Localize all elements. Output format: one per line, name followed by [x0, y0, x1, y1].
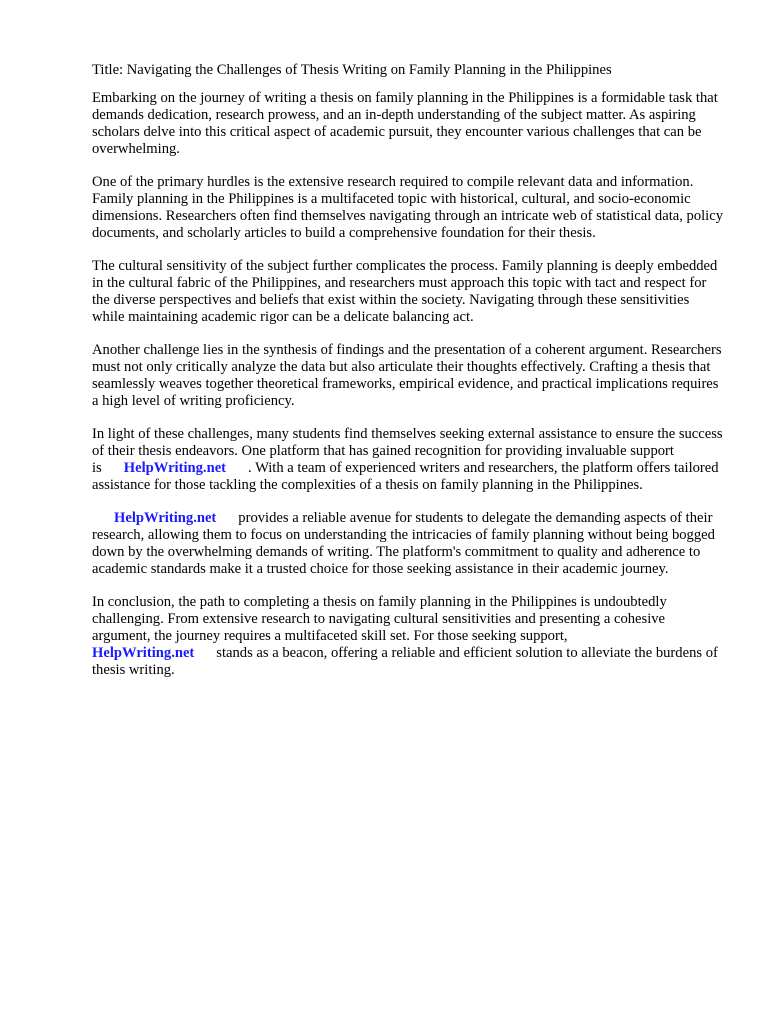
- paragraph-cultural: The cultural sensitivity of the subject further complicates the process. Family planning is deeply embedded in the cultural fabric of the Philippines, and researchers must approach this topic with tact and respect for the diverse perspectives and beliefs that exist within the society. Navigating through these sensitivities while maintaining academic rigor can be a delicate balancing act.: [92, 258, 718, 325]
- paragraph-assistance-text: In light of these challenges, many students find themselves seeking external assistance to ensure the success of their thesis endeavors. One platform that has gained recognition for providing invaluable support is: [92, 426, 723, 476]
- paragraph-platform: [92, 510, 724, 578]
- paragraph-conclusion-text-end: stands as a beacon, offering a reliable and efficient solution to alleviate the burdens of thesis writing.: [92, 645, 718, 678]
- paragraph-platform-text: provides a reliable avenue for students to delegate the demanding aspects of their research, allowing them to focus on understanding the intricacies of family planning without being bogged down by the overwhelming demands of writing. The platform's commitment to quality and adherence to academic standards make it a trusted choice for those seeking assistance in their academic journey.: [92, 510, 715, 577]
- paragraph-conclusion-text: In conclusion, the path to completing a thesis on family planning in the Philippines is undoubtedly challenging. From extensive research to navigating cultural sensitivities and presenting a cohesive argument, the journey requires a multifaceted skill set. For those seeking support,: [92, 594, 667, 644]
- paragraph-assistance-text-end: . With a team of experienced writers and researchers, the platform offers tailored assistance for those tackling the complexities of a thesis on family planning in the Philippines.: [92, 460, 719, 493]
- paragraph-conclusion: [92, 594, 724, 679]
- paragraph-intro: Embarking on the journey of writing a thesis on family planning in the Philippines is a formidable task that demands dedication, research prowess, and an in-depth understanding of the subject matter. As aspiring scholars delve into this critical aspect of academic pursuit, they encounter various challenges that can be overwhelming.: [92, 90, 718, 157]
- helpwriting-link[interactable]: HelpWriting.net: [114, 510, 217, 526]
- helpwriting-link[interactable]: HelpWriting.net: [92, 645, 195, 661]
- document-title: Title: Navigating the Challenges of Thesis Writing on Family Planning in the Philippines: [92, 62, 612, 78]
- paragraph-assistance: [92, 426, 724, 494]
- paragraph-research: One of the primary hurdles is the extensive research required to compile relevant data and information. Family planning in the Philippines is a multifaceted topic with historical, cultural, and socio-economic dimensions. Researchers often find themselves navigating through an intricate web of statistical data, policy documents, and scholarly articles to build a comprehensive foundation for their thesis.: [92, 174, 724, 241]
- helpwriting-link[interactable]: HelpWriting.net: [123, 460, 227, 476]
- document-page: [92, 62, 724, 695]
- paragraph-synthesis: Another challenge lies in the synthesis of findings and the presentation of a coherent argument. Researchers must not only critically analyze the data but also articulate their thoughts effectively. Crafting a thesis that seamlessly weaves together theoretical frameworks, empirical evidence, and practical implications requires a high level of writing proficiency.: [92, 342, 722, 409]
